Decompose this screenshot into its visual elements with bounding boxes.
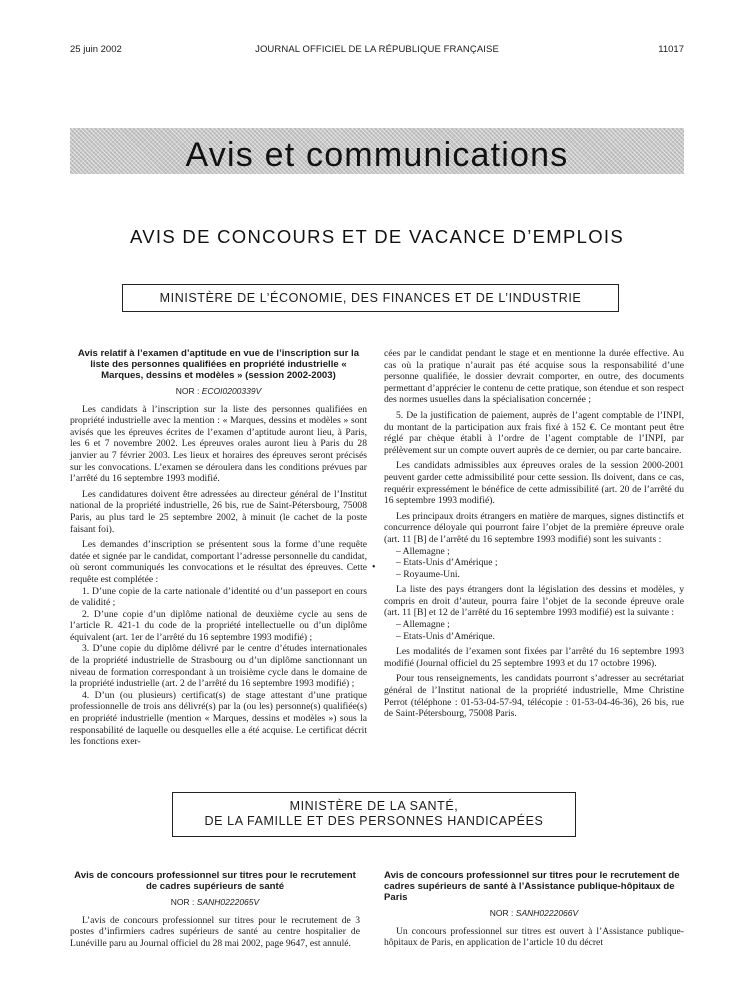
paragraph: La liste des pays étrangers dont la législation des dessins et modèles, y compris en droit d’auteur, pourra faire l’objet de la seconde épreuve orale (art. 11 [B] et 12 de l’arrêté du 16 septembre 1993 modifié) est la suivante : [384, 584, 684, 619]
nor-code: ECOI0200339V [201, 386, 262, 396]
journal-title: JOURNAL OFFICIEL DE LA RÉPUBLIQUE FRANÇAISE [255, 44, 499, 55]
paragraph: Les candidats à l’inscription sur la liste des personnes qualifiées en propriété industrielle avec la mention : « Marques, dessins et modèles » sont avisés que les épreuves écrites de l’examen d’aptitude auront lieu, à Paris, les 6 et 7 novembre 2002. Les épreuves orales auront lieu à Paris du 28 janvier au 7 février 2003. Les lieux et horaires des épreuves seront précisés sur les convocations. L’examen se déroulera dans les conditions prévues par l’arrêté du 16 septembre 1993 modifié. [70, 403, 367, 485]
main-title: AVIS DE CONCOURS ET DE VACANCE D’EMPLOIS [129, 226, 625, 247]
page-number: 11017 [658, 44, 684, 55]
paragraph: Pour tous renseignements, les candidats pourront s’adresser au secrétariat général de l’Institut national de la propriété industrielle, Mme Christine Perrot (téléphone : 01-53-04-57-94, télécopie : 01-53-04-46-36), 26 bis, rue de Saint-Pétersbourg, 75008 Paris. [384, 673, 684, 720]
list-item: – Etats-Unis d’Amérique. [396, 630, 495, 642]
article1-left-column [70, 348, 367, 748]
paragraph: Les modalités de l’examen sont fixées par l’arrêté du 16 septembre 1993 modifié (Journal officiel du 25 septembre 1993 et du 17 octobre 1996). [384, 646, 684, 669]
paragraph: L’avis de concours professionnel sur titres pour le recrutement de 3 postes d’infirmiers cadres supérieurs de santé au centre hospitalier de Lunéville paru au Journal officiel du 28 mai 2002, page 9647, est annulé. [70, 914, 360, 949]
nor-code: SANH0222066V [515, 908, 579, 918]
paragraph: cées par le candidat pendant le stage et en mentionne la durée effective. Au cas où la pratique n’aurait pas été acquise sous la responsabilité d’une personne qualifiée, le dossier devrait comporter, en outre, des documents permettant d’apprécier le contenu de cette pratique, son étendue et son respect des normes usuelles dans la spécialisation concernée ; [384, 348, 684, 406]
nor-label: NOR : [489, 908, 514, 918]
list-item: 1. D’une copie de la carte nationale d’identité ou d’un passeport en cours de validité ; [70, 585, 367, 609]
paragraph: Un concours professionnel sur titres est ouvert à l’Assistance publique-hôpitaux de Paris, en application de l’article 10 du décret [384, 925, 684, 949]
nor-code: SANH0222065V [196, 897, 260, 907]
ministry-box-sante [172, 792, 576, 837]
margin-bullet: • [372, 562, 376, 573]
list-item: 2. D’une copie d’un diplôme national de deuxième cycle au sens de l’article R. 421-1 du code de la propriété intellectuelle ou d’un diplôme équivalent (art. 1er de l’arrêté du 16 septembre 1993 modifié) ; [70, 608, 367, 643]
ministry-name: MINISTÈRE DE L’ÉCONOMIE, DES FINANCES ET DE L’INDUSTRIE [159, 291, 582, 305]
running-header [70, 44, 684, 58]
list-item: 3. D’une copie du diplôme délivré par le centre d’études internationales de la propriété industrielle de Strasbourg ou d’un diplôme sanctionnant un niveau de formation correspondant à un troisième cycle dans le domaine de la propriété industrielle (art. 2 de l’arrêté du 16 septembre 1993 modifié) ; [70, 643, 367, 690]
paragraph: Les candidats admissibles aux épreuves orales de la session 2000-2001 peuvent garder cette admissibilité pour cette session. Ils doivent, dans ce cas, requérir expressément le bénéfice de cette admissibilité (art. 20 de l’arrêté du 16 septembre 1993 modifié). [384, 460, 684, 507]
article3-column [384, 870, 684, 949]
article2-title: Avis de concours professionnel sur titres pour le recrutement de cadres supérieurs de santé [74, 870, 356, 892]
paragraph: Les principaux droits étrangers en matière de marques, signes distinctifs et concurrence déloyale qui pourront faire l’objet de la première épreuve orale (art. 11 [B] de l’arrêté du 16 septembre 1993 modifié) sont les suivants : [384, 510, 684, 545]
section-banner [70, 128, 684, 174]
list-item: 4. D’un (ou plusieurs) certificat(s) de stage attestant d’une pratique professionnelle de trois ans délivré(s) par la (ou les) personne(s) qualifiée(s) en propriété industrielle (mention « Marques, dessins et modèles ») sous la responsabilité de laquelle ou desquelles elle a été acquise. Le certificat décrit les fonctions exer- [70, 689, 367, 748]
article2-nor [70, 897, 360, 909]
ministry-name-line1: MINISTÈRE DE LA SANTÉ, [289, 799, 459, 813]
paragraph: 5. De la justification de paiement, auprès de l’agent comptable de l’INPI, du montant de la participation aux frais fixé à 152 €. Ce montant peut être réglé par chèque établi à l’ordre de l’agent comptable de l’INPI, par prélèvement sur un compte ouvert auprès de ce dernier, ou par carte bancaire. [384, 409, 684, 456]
ministry-box-economie [122, 284, 619, 312]
nor-label: NOR : [175, 386, 200, 396]
ministry-name-line2: DE LA FAMILLE ET DES PERSONNES HANDICAPÉES [204, 814, 544, 828]
article3-nor [384, 908, 684, 920]
list-item: – Allemagne ; [396, 619, 450, 631]
article1-right-column [384, 348, 684, 720]
article1-title: Avis relatif à l’examen d’aptitude en vue de l’inscription sur la liste des personnes qualifiées en propriété industrielle « Marques, dessins et modèles » (session 2002-2003) [77, 348, 360, 381]
article3-title: Avis de concours professionnel sur titres pour le recrutement de cadres supérieurs de santé à l’Assistance publique-hôpitaux de Paris [384, 870, 680, 903]
list-item: – Royaume-Uni. [396, 568, 460, 580]
article1-nor [70, 386, 367, 398]
nor-label: NOR : [170, 897, 195, 907]
list-item: – Etats-Unis d’Amérique ; [396, 557, 498, 569]
paragraph: Les candidatures doivent être adressées au directeur général de l’Institut national de la propriété industrielle, 26 bis, rue de Saint-Pétersbourg, 75008 Paris, au plus tard le 25 septembre 2002, à minuit (le cachet de la poste faisant foi). [70, 488, 367, 535]
list-item: – Allemagne ; [396, 545, 450, 557]
paragraph: Les demandes d’inscription se présentent sous la forme d’une requête datée et signée par le candidat, comportant l’adresse personnelle du candidat, où seront communiqués les convocations et le résultat des épreuves. Cette requête est complétée : [70, 539, 367, 585]
issue-date: 25 juin 2002 [70, 44, 122, 55]
article2-column [70, 870, 360, 949]
section-banner-title: Avis et communications [185, 135, 569, 174]
